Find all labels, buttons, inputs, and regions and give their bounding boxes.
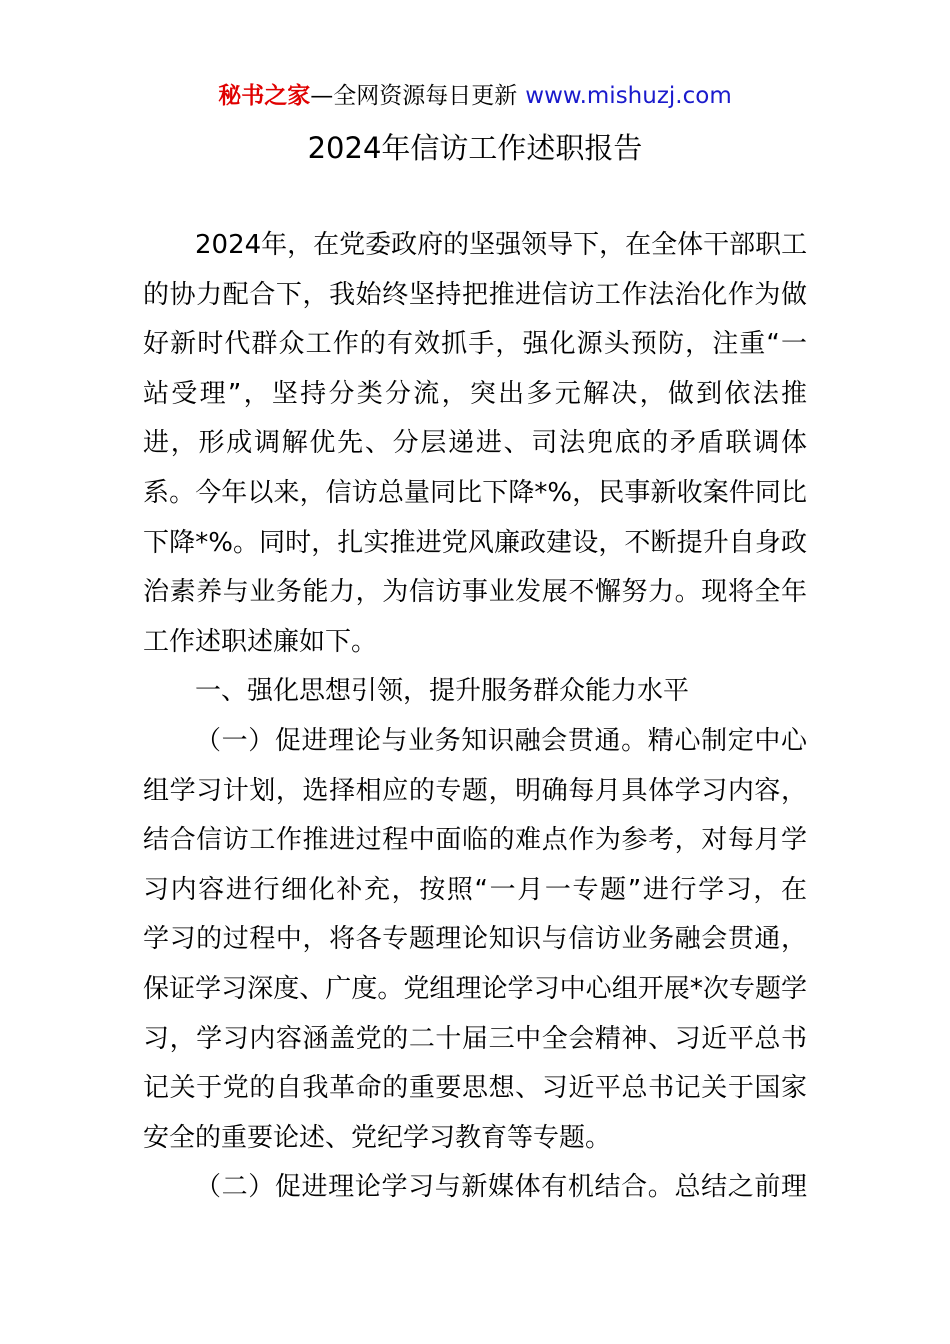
paragraph-line: 习内容进行细化补充，按照“一月一专题”进行学习，在 — [143, 874, 807, 905]
paragraph-line: 工作述职述廉如下。 — [143, 626, 378, 657]
paragraph-line: 系。今年以来，信访总量同比下降*%，民事新收案件同比 — [143, 477, 807, 508]
document-body — [143, 221, 807, 1213]
site-url-link[interactable]: www.mishuzj.com — [525, 83, 732, 109]
paragraph-line: 2024年，在党委政府的坚强领导下，在全体干部职工 — [195, 230, 808, 260]
paragraph-line: 的协力配合下，我始终坚持把推进信访工作法治化作为做 — [143, 279, 807, 310]
paragraph-line: 习，学习内容涵盖党的二十届三中全会精神、习近平总书 — [143, 1023, 807, 1054]
paragraph-line: （一）促进理论与业务知识融会贯通。精心制定中心 — [195, 725, 807, 756]
brand-name: 秘书之家 — [218, 83, 311, 109]
section-heading: 一、强化思想引领，提升服务群众能力水平 — [195, 676, 690, 707]
paragraph-line: 学习的过程中，将各专题理论知识与信访业务融会贯通， — [143, 924, 807, 955]
document-title: 2024年信访工作述职报告 — [307, 131, 643, 165]
header-tagline: —全网资源每日更新 — [310, 83, 518, 109]
paragraph-line: 记关于党的自我革命的重要思想、习近平总书记关于国家 — [143, 1073, 807, 1104]
paragraph-line: （二）促进理论学习与新媒体有机结合。总结之前理 — [195, 1172, 807, 1203]
paragraph-line: 治素养与业务能力，为信访事业发展不懈努力。现将全年 — [143, 577, 807, 608]
paragraph-line: 好新时代群众工作的有效抓手，强化源头预防，注重“一 — [143, 329, 807, 360]
paragraph-line: 结合信访工作推进过程中面临的难点作为参考，对每月学 — [143, 825, 807, 856]
paragraph-line: 下降*%。同时，扎实推进党风廉政建设，不断提升自身政 — [143, 527, 807, 558]
paragraph-line: 组学习计划，选择相应的专题，明确每月具体学习内容， — [143, 775, 807, 806]
paragraph-line: 站受理”，坚持分类分流，突出多元解决，做到依法推 — [143, 378, 807, 409]
paragraph-line: 安全的重要论述、党纪学习教育等专题。 — [143, 1122, 612, 1153]
paragraph-line: 进，形成调解优先、分层递进、司法兜底的矛盾联调体 — [143, 428, 807, 459]
paragraph-line: 保证学习深度、广度。党组理论学习中心组开展*次专题学 — [143, 973, 807, 1004]
site-header — [0, 80, 950, 112]
